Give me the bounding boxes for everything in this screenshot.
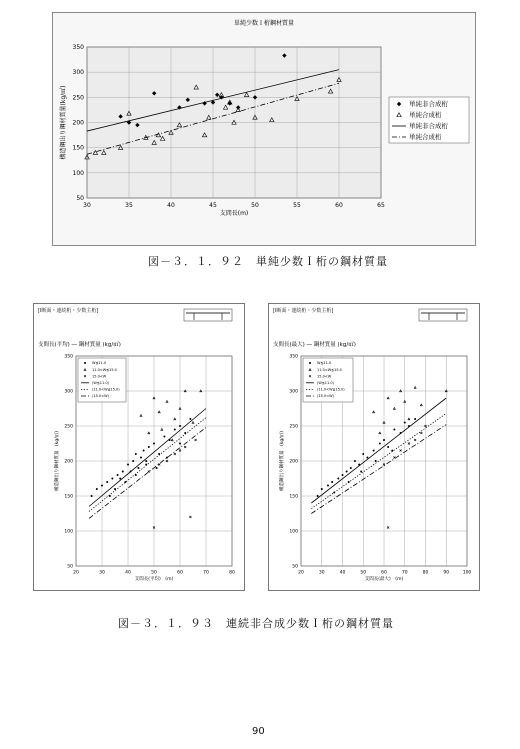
- data-point: [145, 460, 147, 462]
- x-tick-label: 30: [99, 570, 105, 576]
- data-point: [391, 450, 393, 452]
- panel-header: [Ⅰ断面・連続桁・少数主桁]: [273, 308, 334, 314]
- x-tick-label: 55: [293, 202, 301, 209]
- data-point: [309, 362, 311, 364]
- data-point: [404, 422, 406, 424]
- y-axis-label: 構造鋼出り鋼材質量 (kg/㎡): [280, 431, 285, 491]
- x-tick-label: 90: [443, 570, 450, 576]
- data-point: [163, 436, 165, 438]
- x-tick-label: 40: [339, 570, 346, 576]
- y-axis-label: 構造鋼出り鋼材質量 (kg/㎡): [55, 431, 60, 491]
- figure-caption-93: 図－３．１．９３ 連続非合成少数Ｉ桁の鋼材質量: [118, 617, 394, 630]
- legend-label: 単純合成桁: [409, 133, 442, 142]
- data-point: [106, 481, 108, 483]
- x-tick-label: 80: [229, 570, 235, 576]
- page-number: 90: [252, 726, 265, 737]
- data-point: [342, 474, 344, 476]
- y-tick-label: 100: [64, 529, 73, 535]
- data-point: [387, 446, 389, 448]
- data-point: [350, 467, 352, 469]
- legend-label: 単純非合成桁: [409, 122, 448, 131]
- x-tick-label: 45: [209, 202, 217, 209]
- y-tick-label: 150: [289, 494, 298, 500]
- chart-span-maximum: [269, 304, 479, 590]
- panel-header: [Ⅰ断面・連続桁・少数主桁]: [38, 308, 99, 314]
- y-tick-label: 250: [289, 424, 298, 430]
- x-tick-label: 100: [462, 570, 472, 576]
- data-point: [379, 443, 381, 445]
- y-tick-label: 350: [72, 44, 84, 51]
- x-tick-label: 40: [125, 570, 131, 576]
- data-point: [143, 450, 145, 452]
- y-tick-label: 300: [289, 389, 298, 395]
- data-point: [327, 485, 329, 487]
- figure-caption-92: 図－３．１．９２ 単純少数Ｉ桁の鋼材質量: [148, 255, 388, 268]
- x-tick-label: 30: [83, 202, 91, 209]
- chart-title: 支間長(最大) ― 鋼材質量 (kg/㎡): [273, 342, 356, 348]
- x-axis-label: 支間長(平均) (m): [134, 577, 174, 582]
- data-point: [84, 362, 86, 364]
- data-point: [140, 457, 142, 459]
- data-point: [366, 457, 368, 459]
- legend-label: 単純合成桁: [409, 111, 442, 120]
- data-point: [189, 418, 191, 420]
- data-point: [122, 471, 124, 473]
- y-tick-label: 50: [67, 564, 73, 570]
- data-point: [393, 429, 395, 431]
- data-point: [148, 446, 150, 448]
- legend-label: W≦11.0: [92, 361, 107, 366]
- data-point: [119, 478, 121, 480]
- y-tick-label: 200: [72, 119, 84, 127]
- chart-simple-girder: [53, 13, 475, 245]
- data-point: [414, 418, 416, 420]
- data-point: [331, 481, 333, 483]
- legend-label: 11.0<W≦15.0: [317, 367, 342, 372]
- y-tick-label: 100: [289, 529, 298, 535]
- data-point: [137, 467, 139, 469]
- chart-panel-simple: [52, 12, 476, 246]
- data-point: [360, 471, 362, 473]
- x-tick-label: 80: [422, 570, 429, 576]
- x-tick-label: 35: [125, 202, 133, 209]
- x-tick-label: 20: [298, 570, 304, 576]
- data-point: [101, 485, 103, 487]
- y-tick-label: 250: [72, 94, 84, 102]
- x-tick-label: 60: [335, 202, 343, 209]
- x-tick-label: 50: [151, 570, 157, 576]
- legend-label: 15.0<W: [92, 374, 107, 379]
- legend-label: (11.0<W≦15.0): [92, 387, 120, 392]
- legend-label: (15.0<W): [92, 394, 109, 399]
- data-point: [362, 453, 364, 455]
- x-axis-label: 支間長(m): [219, 210, 249, 217]
- legend-label: 単純非合成桁: [409, 100, 448, 109]
- y-tick-label: 350: [289, 354, 298, 360]
- data-point: [156, 467, 158, 469]
- legend-label: W≦11.0: [317, 361, 332, 366]
- data-point: [174, 429, 176, 431]
- chart-panel-continuous-max: [268, 303, 480, 591]
- data-point: [321, 488, 323, 490]
- y-tick-label: 50: [292, 564, 298, 570]
- x-tick-label: 30: [318, 570, 325, 576]
- data-point: [135, 453, 137, 455]
- y-tick-label: 100: [72, 169, 84, 177]
- x-tick-label: 60: [381, 570, 387, 576]
- data-point: [111, 478, 113, 480]
- y-tick-label: 300: [64, 389, 73, 395]
- legend-label: (W≦11.0): [317, 380, 334, 385]
- x-tick-label: 70: [203, 570, 209, 576]
- x-tick-label: 70: [401, 570, 408, 576]
- data-point: [179, 425, 181, 427]
- data-point: [373, 450, 375, 452]
- data-point: [117, 474, 119, 476]
- y-tick-label: 200: [289, 459, 298, 465]
- x-tick-label: 40: [167, 202, 175, 209]
- x-axis-label: 支間長(最大) (m): [364, 577, 404, 582]
- data-point: [383, 439, 385, 441]
- data-point: [337, 478, 339, 480]
- chart-title: 支間長(平均) ― 鋼材質量 (kg/㎡): [38, 342, 121, 348]
- chart-title: 単純少数Ｉ桁鋼材質量: [233, 20, 295, 27]
- y-axis-label: 構造鋼出り鋼材質量(kg/㎡): [60, 85, 67, 160]
- legend-label: 15.0<W: [317, 374, 332, 379]
- data-point: [354, 460, 356, 462]
- legend-label: (11.0<W≦15.0): [317, 387, 345, 392]
- y-tick-label: 300: [72, 69, 84, 77]
- data-point: [91, 495, 93, 497]
- data-point: [96, 488, 98, 490]
- data-point: [132, 460, 134, 462]
- data-point: [375, 460, 377, 462]
- legend-label: (15.0<W): [317, 394, 334, 399]
- x-tick-label: 65: [377, 202, 385, 209]
- chart-span-average: [34, 304, 244, 590]
- data-point: [346, 471, 348, 473]
- x-tick-label: 60: [177, 570, 183, 576]
- chart-panel-continuous-avg: [33, 303, 245, 591]
- y-tick-label: 200: [64, 459, 73, 465]
- data-point: [317, 495, 319, 497]
- data-point: [153, 443, 155, 445]
- data-point: [179, 443, 181, 445]
- y-tick-label: 350: [64, 354, 73, 360]
- legend-label: (W≦11.0): [92, 380, 109, 385]
- y-tick-label: 150: [64, 494, 73, 500]
- x-tick-label: 20: [73, 570, 79, 576]
- y-tick-label: 250: [64, 424, 73, 430]
- y-tick-label: 150: [72, 144, 84, 152]
- x-tick-label: 50: [360, 570, 367, 576]
- y-tick-label: 50: [76, 195, 84, 202]
- x-tick-label: 50: [251, 202, 259, 209]
- data-point: [127, 464, 129, 466]
- legend-label: 11.0<W≦15.0: [92, 367, 117, 372]
